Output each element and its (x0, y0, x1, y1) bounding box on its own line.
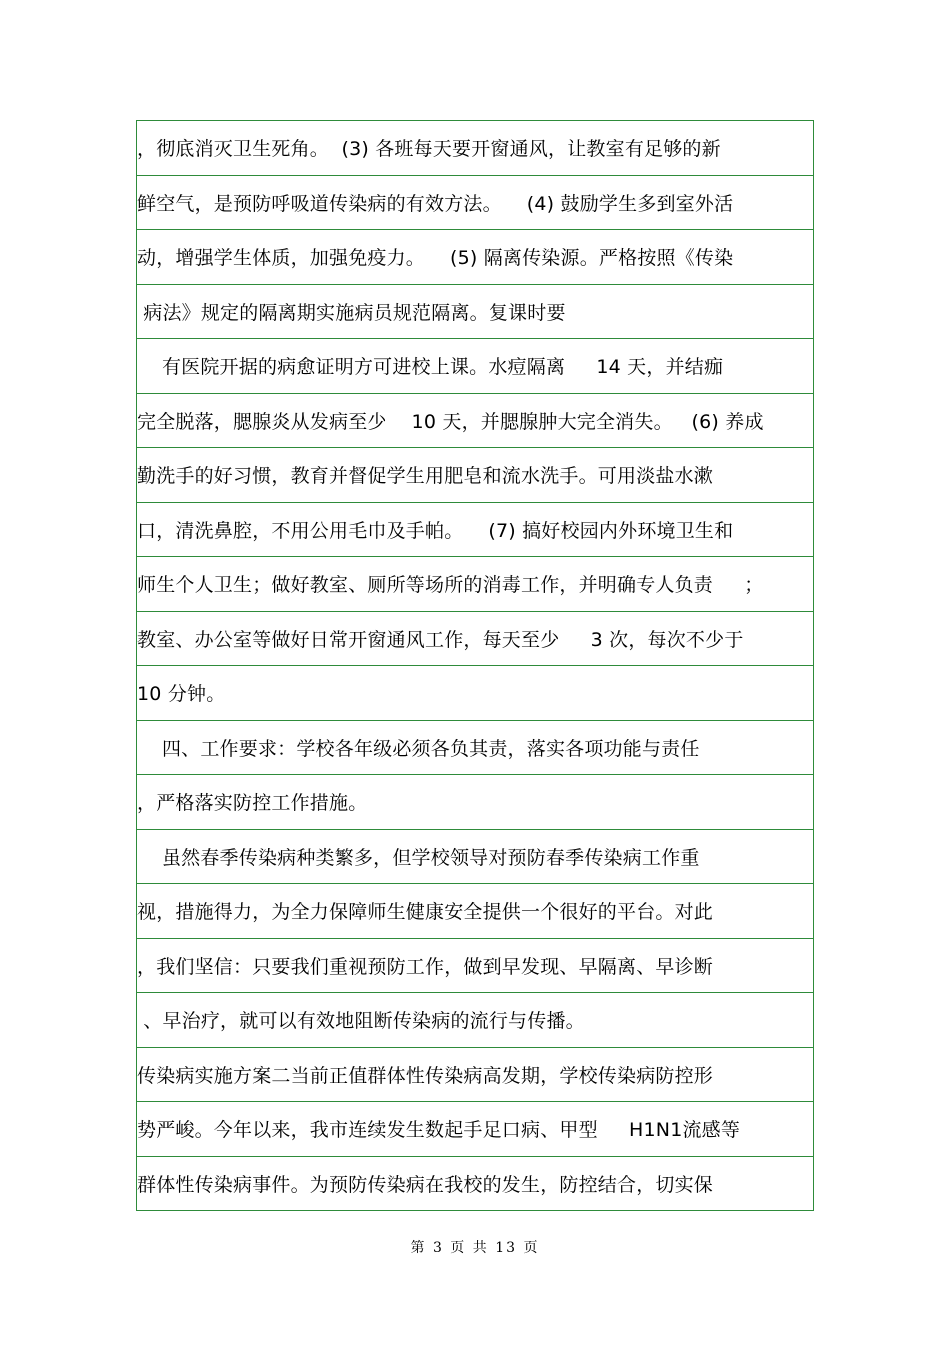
page-number-footer: 第 3 页 共 13 页 (410, 1240, 540, 1256)
text-line-2: 鲜空气，是预防呼吸道传染病的有效方法。 (4) 鼓励学生多到室外活 (137, 176, 813, 231)
text-line-17: 、早治疗，就可以有效地阻断传染病的流行与传播。 (137, 993, 813, 1048)
text-line-14: 虽然春季传染病种类繁多，但学校领导对预防春季传染病工作重 (137, 830, 813, 885)
text-line-19: 势严峻。今年以来，我市连续发生数起手足口病、甲型 H1N1流感等 (137, 1102, 813, 1157)
text-line-5: 有医院开据的病愈证明方可进校上课。水痘隔离 14 天，并结痂 (137, 339, 813, 394)
text-line-9: 师生个人卫生；做好教室、厕所等场所的消毒工作，并明确专人负责 ； (137, 557, 813, 612)
text-line-13: ，严格落实防控工作措施。 (137, 775, 813, 830)
text-line-10: 教室、办公室等做好日常开窗通风工作，每天至少 3 次，每次不少于 (137, 612, 813, 667)
text-line-7: 勤洗手的好习惯，教育并督促学生用肥皂和流水洗手。可用淡盐水漱 (137, 448, 813, 503)
text-line-15: 视，措施得力，为全力保障师生健康安全提供一个很好的平台。对此 (137, 884, 813, 939)
text-line-16: ，我们坚信：只要我们重视预防工作，做到早发现、早隔离、早诊断 (137, 939, 813, 994)
text-line-20: 群体性传染病事件。为预防传染病在我校的发生，防控结合，切实保 (137, 1157, 813, 1212)
text-line-8: 口，清洗鼻腔，不用公用毛巾及手帕。 (7) 搞好校园内外环境卫生和 (137, 503, 813, 558)
text-line-1: ，彻底消灭卫生死角。 (3) 各班每天要开窗通风，让教室有足够的新 (137, 121, 813, 176)
text-line-3: 动，增强学生体质，加强免疫力。 (5) 隔离传染源。严格按照《传染 (137, 230, 813, 285)
text-line-4: 病法》规定的隔离期实施病员规范隔离。复课时要 (137, 285, 813, 340)
document-body (136, 120, 814, 1211)
text-line-12: 四、工作要求：学校各年级必须各负其责，落实各项功能与责任 (137, 721, 813, 776)
text-line-6: 完全脱落，腮腺炎从发病至少 10 天，并腮腺肿大完全消失。 (6) 养成 (137, 394, 813, 449)
text-line-18: 传染病实施方案二当前正值群体性传染病高发期，学校传染病防控形 (137, 1048, 813, 1103)
text-line-11: 10 分钟。 (137, 666, 813, 721)
